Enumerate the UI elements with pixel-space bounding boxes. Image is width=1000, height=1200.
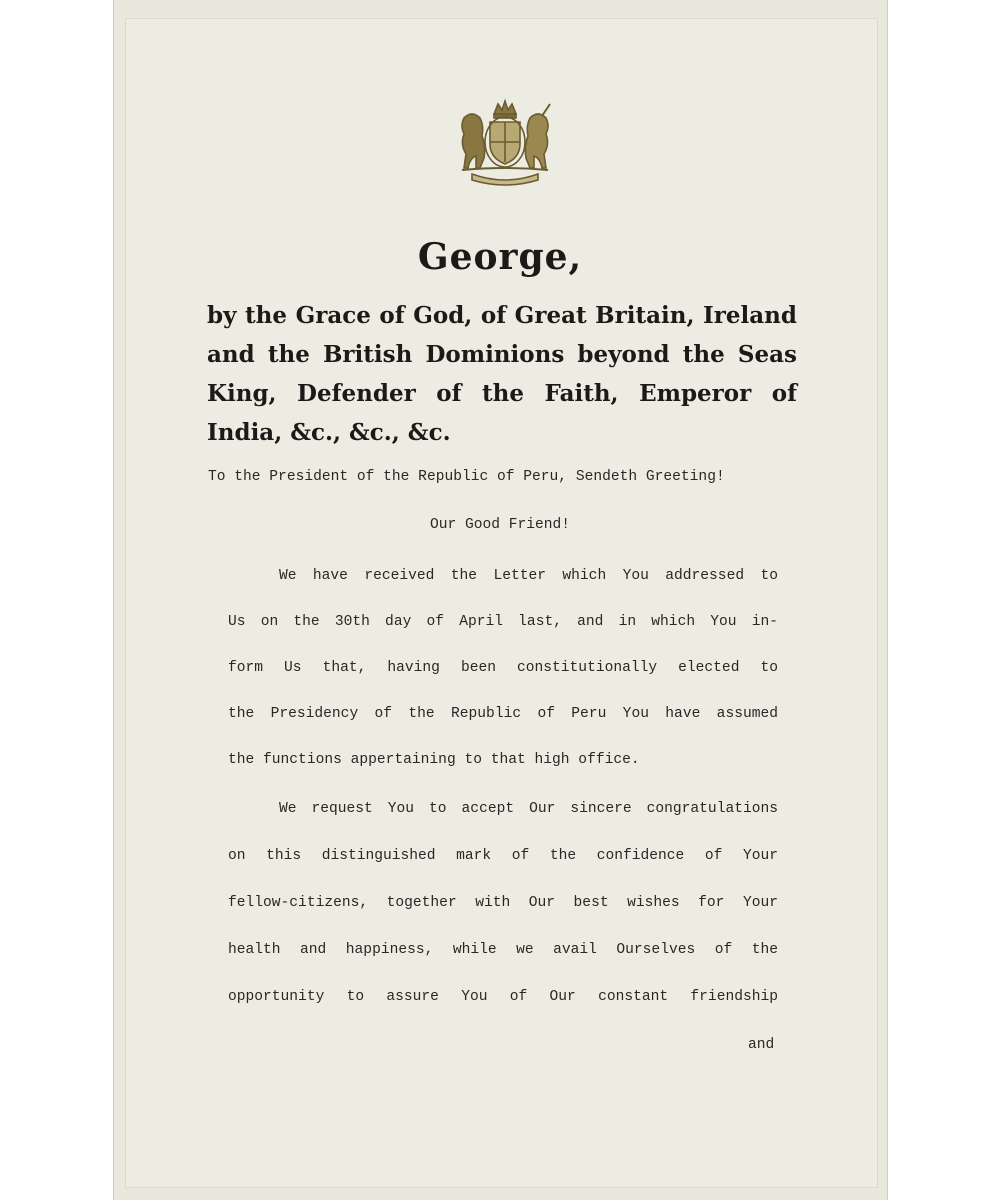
paragraph-1-line: the Presidency of the Republic of Peru You have assumed	[228, 706, 778, 722]
paragraph-2-line: on this distinguished mark of the confidence of Your	[228, 848, 778, 864]
paragraph-2-line: opportunity to assure You of Our constant friendship	[228, 989, 778, 1005]
paragraph-1-line: form Us that, having been constitutionally elected to	[228, 660, 778, 676]
salutation-line: Our Good Friend!	[429, 517, 571, 533]
royal-style-line: King, Defender of the Faith, Emperor of	[207, 380, 797, 407]
greeting-line: To the President of the Republic of Peru, Sendeth Greeting!	[208, 469, 725, 485]
continuation-word: and	[748, 1037, 775, 1053]
paragraph-1-line: Us on the 30th day of April last, and in which You in-	[228, 614, 778, 630]
royal-style-line: by the Grace of God, of Great Britain, Ireland	[207, 302, 797, 329]
paragraph-2-line: health and happiness, while we avail Ourselves of the	[228, 942, 778, 958]
royal-style-line: India, &c., &c., &c.	[207, 419, 451, 446]
paragraph-2-line: We request You to accept Our sincere congratulations	[279, 801, 778, 817]
royal-style-line: and the British Dominions beyond the Seas	[207, 341, 797, 368]
paragraph-1-line: the functions appertaining to that high office.	[228, 752, 640, 768]
sovereign-name-heading: George,	[417, 236, 583, 278]
paragraph-2-line: fellow-citizens, together with Our best wishes for Your	[228, 895, 778, 911]
royal-coat-of-arms-icon	[442, 96, 568, 186]
letter-sheet	[125, 18, 878, 1188]
paragraph-1-line: We have received the Letter which You addressed to	[279, 568, 778, 584]
